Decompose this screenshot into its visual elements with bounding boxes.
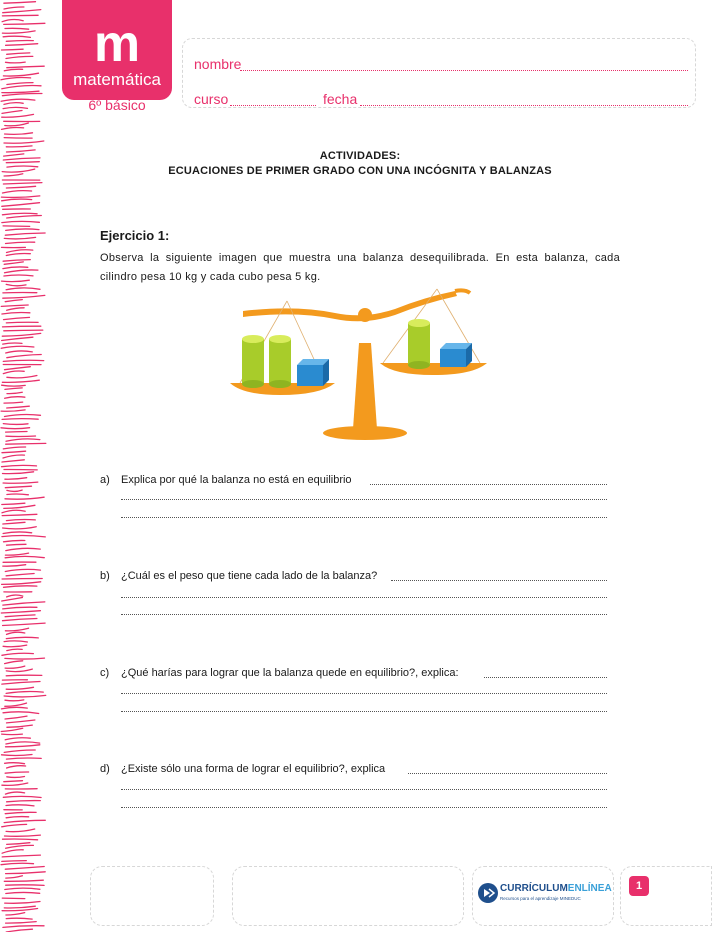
question-letter: b)	[100, 570, 110, 582]
footer-frame-middle	[232, 866, 464, 926]
logo-badge	[62, 0, 172, 100]
question-letter: c)	[100, 667, 110, 679]
decorative-sidebar	[0, 0, 48, 932]
footer-frame-page	[620, 866, 712, 926]
cylinder-shape	[242, 335, 264, 388]
answer-line[interactable]	[121, 614, 607, 615]
question-text: ¿Existe sólo una forma de lograr el equilibrio?, explica	[121, 763, 386, 775]
footer-frame-left	[90, 866, 214, 926]
answer-line[interactable]	[391, 580, 607, 581]
question-text: Explica por qué la balanza no está en equilibrio	[121, 474, 352, 486]
curriculum-logo-icon	[478, 883, 498, 903]
name-label: nombre	[194, 56, 242, 72]
answer-line[interactable]	[121, 517, 607, 518]
brand-part2: ENLÍNEA	[567, 883, 612, 894]
exercise-heading: Ejercicio 1:	[100, 228, 170, 243]
logo-subject: matemática	[73, 70, 161, 89]
answer-line[interactable]	[121, 807, 607, 808]
question-letter: d)	[100, 763, 110, 775]
page-number: 1	[629, 876, 649, 896]
question-text: ¿Cuál es el peso que tiene cada lado de la balanza?	[121, 570, 378, 582]
logo-letter: m	[93, 15, 141, 73]
brand-name	[500, 883, 612, 894]
page-subtitle: ECUACIONES DE PRIMER GRADO CON UNA INCÓGNITA Y BALANZAS	[168, 165, 552, 177]
balance-scale-illustration	[225, 283, 490, 443]
course-field[interactable]	[230, 105, 316, 106]
answer-line[interactable]	[121, 499, 607, 500]
question-text: ¿Qué harías para lograr que la balanza quede en equilibrio?, explica:	[121, 667, 459, 679]
answer-line[interactable]	[408, 773, 607, 774]
subject-logo	[62, 0, 172, 115]
brand-part1: CURRÍCULUM	[500, 883, 568, 894]
answer-line[interactable]	[121, 711, 607, 712]
name-field[interactable]	[240, 70, 688, 71]
answer-line[interactable]	[121, 693, 607, 694]
answer-line[interactable]	[121, 789, 607, 790]
exercise-statement: Observa la siguiente imagen que muestra una balanza desequilibrada. En esta balanza, cada cilindro pesa 10 kg y cada cubo pesa 5 kg.	[100, 252, 620, 283]
question-letter: a)	[100, 474, 110, 486]
date-label: fecha	[323, 91, 358, 107]
answer-line[interactable]	[484, 677, 607, 678]
answer-line[interactable]	[370, 484, 607, 485]
answer-line[interactable]	[121, 597, 607, 598]
brand-tagline: Recursos para el aprendizaje MINEDUC	[500, 896, 581, 901]
course-label: curso	[194, 91, 229, 107]
student-info-frame	[182, 38, 696, 108]
grade-label: 6º básico	[88, 97, 146, 113]
page-title: ACTIVIDADES:	[319, 150, 401, 162]
date-field[interactable]	[360, 105, 688, 106]
